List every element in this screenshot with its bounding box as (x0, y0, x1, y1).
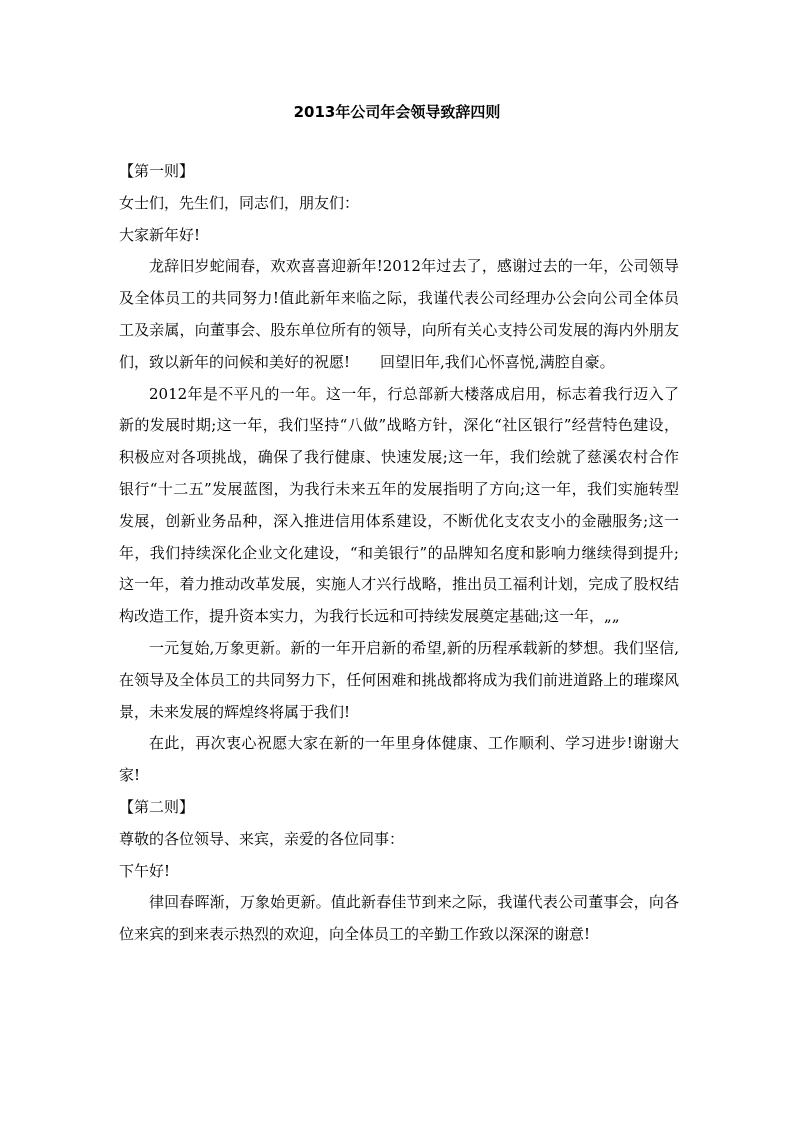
salutation-1: 女士们，先生们，同志们，朋友们： (119, 193, 360, 212)
document-body (119, 156, 679, 951)
section-heading-1: 【第一则】 (119, 162, 195, 180)
paragraph-4: 在此，再次衷心祝愿大家在新的一年里身体健康、工作顺利、学习进步!谢谢大家! (119, 734, 679, 785)
section-heading-2: 【第二则】 (119, 797, 195, 816)
greeting-1: 大家新年好! (119, 225, 201, 244)
greeting-2: 下午好! (119, 861, 171, 880)
paragraph-1: 龙辞旧岁蛇闹春，欢欢喜喜迎新年!2012年过去了，感谢过去的一年，公司领导及全体员工的共同努力!值此新年来临之际，我谨代表公司经理办公会向公司全体员工及亲属，向董事会、股东单位所有的领导，向所有关心支持公司发展的海内外朋友们，致以新年的问候和美好的祝愿! 回望旧年,我们心怀喜悦,满腔自豪。 (119, 257, 679, 371)
paragraph-5: 律回春晖渐，万象始更新。值此新春佳节到来之际，我谨代表公司董事会，向各位来宾的到来表示热烈的欢迎，向全体员工的辛勤工作致以深深的谢意! (119, 893, 679, 944)
salutation-2: 尊敬的各位领导、来宾，亲爱的各位同事： (119, 829, 405, 848)
document-title: 2013年公司年会领导致辞四则 (293, 103, 501, 121)
paragraph-2: 2012年是不平凡的一年。这一年，行总部新大楼落成启用，标志着我行迈入了新的发展时期;这一年，我们坚持“八做”战略方针，深化“社区银行”经营特色建设，积极应对各项挑战，确保了我行健康、快速发展;这一年，我们绘就了慈溪农村合作银行“十二五”发展蓝图，为我行未来五年的发展指明了方向;这一年，我们实施转型发展，创新业务品种，深入推进信用体系建设，不断优化支农支小的金融服务;这一年，我们持续深化企业文化建设，“和美银行”的品牌知名度和影响力继续得到提升;这一年，着力推动改革发展，实施人才兴行战略，推出员工福利计划，完成了股权结构改造工作，提升资本实力，为我行长远和可持续发展奠定基础;这一年，„„ (119, 384, 679, 626)
paragraph-3: 一元复始,万象更新。新的一年开启新的希望,新的历程承载新的梦想。我们坚信,在领导及全体员工的共同努力下，任何困难和挑战都将成为我们前进道路上的璀璨风景，未来发展的辉煌终将属于我们! (119, 638, 679, 721)
